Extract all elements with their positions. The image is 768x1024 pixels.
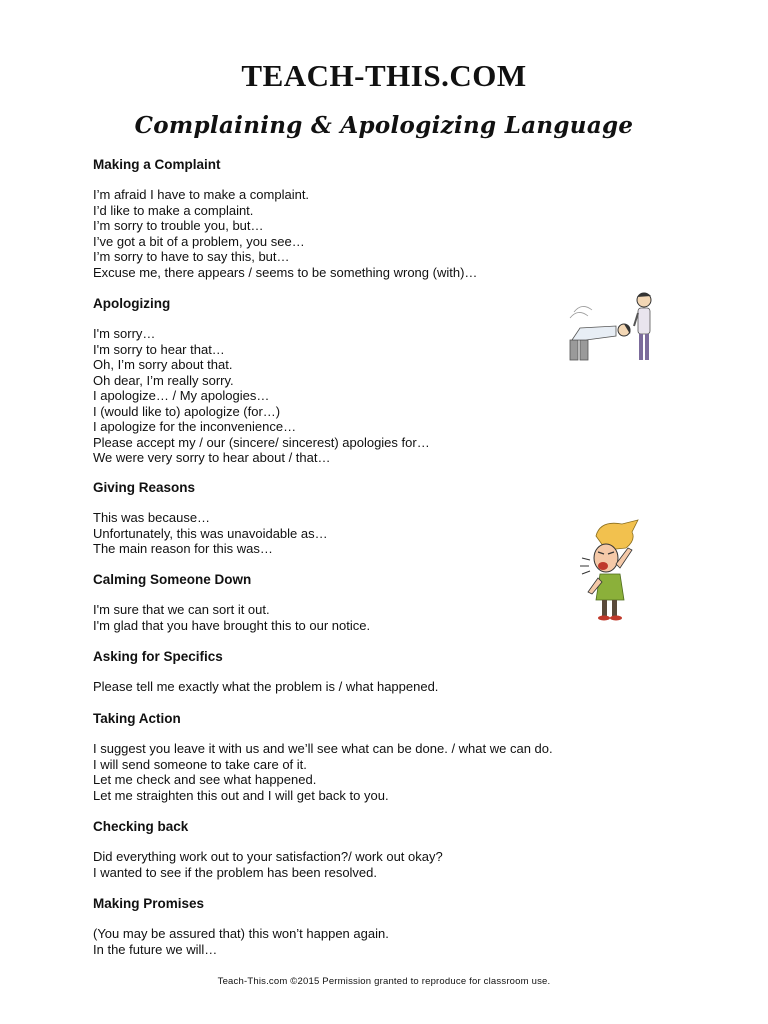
angry-woman-illustration-icon xyxy=(576,518,646,622)
phrase-item: I'm sorry… xyxy=(93,326,156,341)
footer-copyright: Teach-This.com ©2015 Permission granted to reproduce for classroom use. xyxy=(217,976,551,987)
phrase-item: I'm sorry to hear that… xyxy=(93,341,225,357)
phrase-item: I’ve got a bit of a problem, you see… xyxy=(93,233,305,249)
section-calming-down xyxy=(93,572,653,633)
phrase-item: I (would like to) apologize (for…) xyxy=(93,403,281,419)
section-heading: Making a Complaint xyxy=(93,157,221,172)
phrase-item: We were very sorry to hear about / that… xyxy=(93,450,331,465)
phrase-item: Let me check and see what happened. xyxy=(93,772,317,787)
section-asking-specifics xyxy=(93,649,653,695)
brand-title: TEACH-THIS.COM xyxy=(241,58,527,93)
section-heading: Asking for Specifics xyxy=(93,649,223,664)
phrase-item: Please tell me exactly what the problem is / what happened. xyxy=(93,679,439,694)
section-making-promises xyxy=(93,896,653,957)
phrase-item: Oh, I’m sorry about that. xyxy=(93,357,233,372)
section-making-complaint xyxy=(93,157,653,280)
phrase-item: Let me straighten this out and I will get back to you. xyxy=(93,787,389,803)
section-heading: Checking back xyxy=(93,819,189,834)
phrase-item: I will send someone to take care of it. xyxy=(93,756,307,772)
phrase-item: Unfortunately, this was unavoidable as… xyxy=(93,525,328,541)
section-heading: Making Promises xyxy=(93,896,205,911)
phrase-item: I'm glad that you have brought this to our notice. xyxy=(93,617,371,633)
phrase-item: I’d like to make a complaint. xyxy=(93,202,254,218)
phrase-list xyxy=(93,510,653,557)
section-taking-action xyxy=(93,711,653,803)
phrase-item: The main reason for this was… xyxy=(93,541,273,556)
phrase-list xyxy=(93,741,653,803)
section-heading: Calming Someone Down xyxy=(93,572,252,587)
section-heading: Apologizing xyxy=(93,296,171,311)
section-checking-back xyxy=(93,819,653,880)
page-title: Complaining & Apologizing Language xyxy=(134,112,634,139)
phrase-item: Excuse me, there appears / seems to be something wrong (with)… xyxy=(93,264,478,280)
section-giving-reasons xyxy=(93,480,653,557)
phrase-list xyxy=(93,679,653,695)
phrase-item: In the future we will… xyxy=(93,941,218,957)
section-heading: Giving Reasons xyxy=(93,480,196,495)
phrase-item: I wanted to see if the problem has been resolved. xyxy=(93,864,378,880)
phrase-item: This was because… xyxy=(93,510,211,525)
phrase-item: I apologize for the inconvenience… xyxy=(93,419,297,434)
phrase-list xyxy=(93,849,653,880)
phrase-item: I’m afraid I have to make a complaint. xyxy=(93,187,310,202)
phrase-item: Please accept my / our (sincere/ sincerest) apologies for… xyxy=(93,434,430,450)
phrase-item: I’m sorry to have to say this, but… xyxy=(93,249,290,264)
phrase-item: (You may be assured that) this won’t happen again. xyxy=(93,926,389,941)
section-heading: Taking Action xyxy=(93,711,181,726)
phrase-item: Did everything work out to your satisfaction?/ work out okay? xyxy=(93,849,443,864)
bowing-apology-illustration-icon xyxy=(566,288,662,366)
phrase-item: I'm sure that we can sort it out. xyxy=(93,602,270,617)
phrase-list xyxy=(93,602,653,633)
phrase-item: I’m sorry to trouble you, but… xyxy=(93,218,264,233)
phrase-item: I suggest you leave it with us and we’ll see what can be done. / what we can do. xyxy=(93,741,553,756)
phrase-list xyxy=(93,187,653,280)
phrase-item: I apologize… / My apologies… xyxy=(93,388,270,403)
phrase-list xyxy=(93,926,653,957)
phrase-item: Oh dear, I’m really sorry. xyxy=(93,372,234,388)
